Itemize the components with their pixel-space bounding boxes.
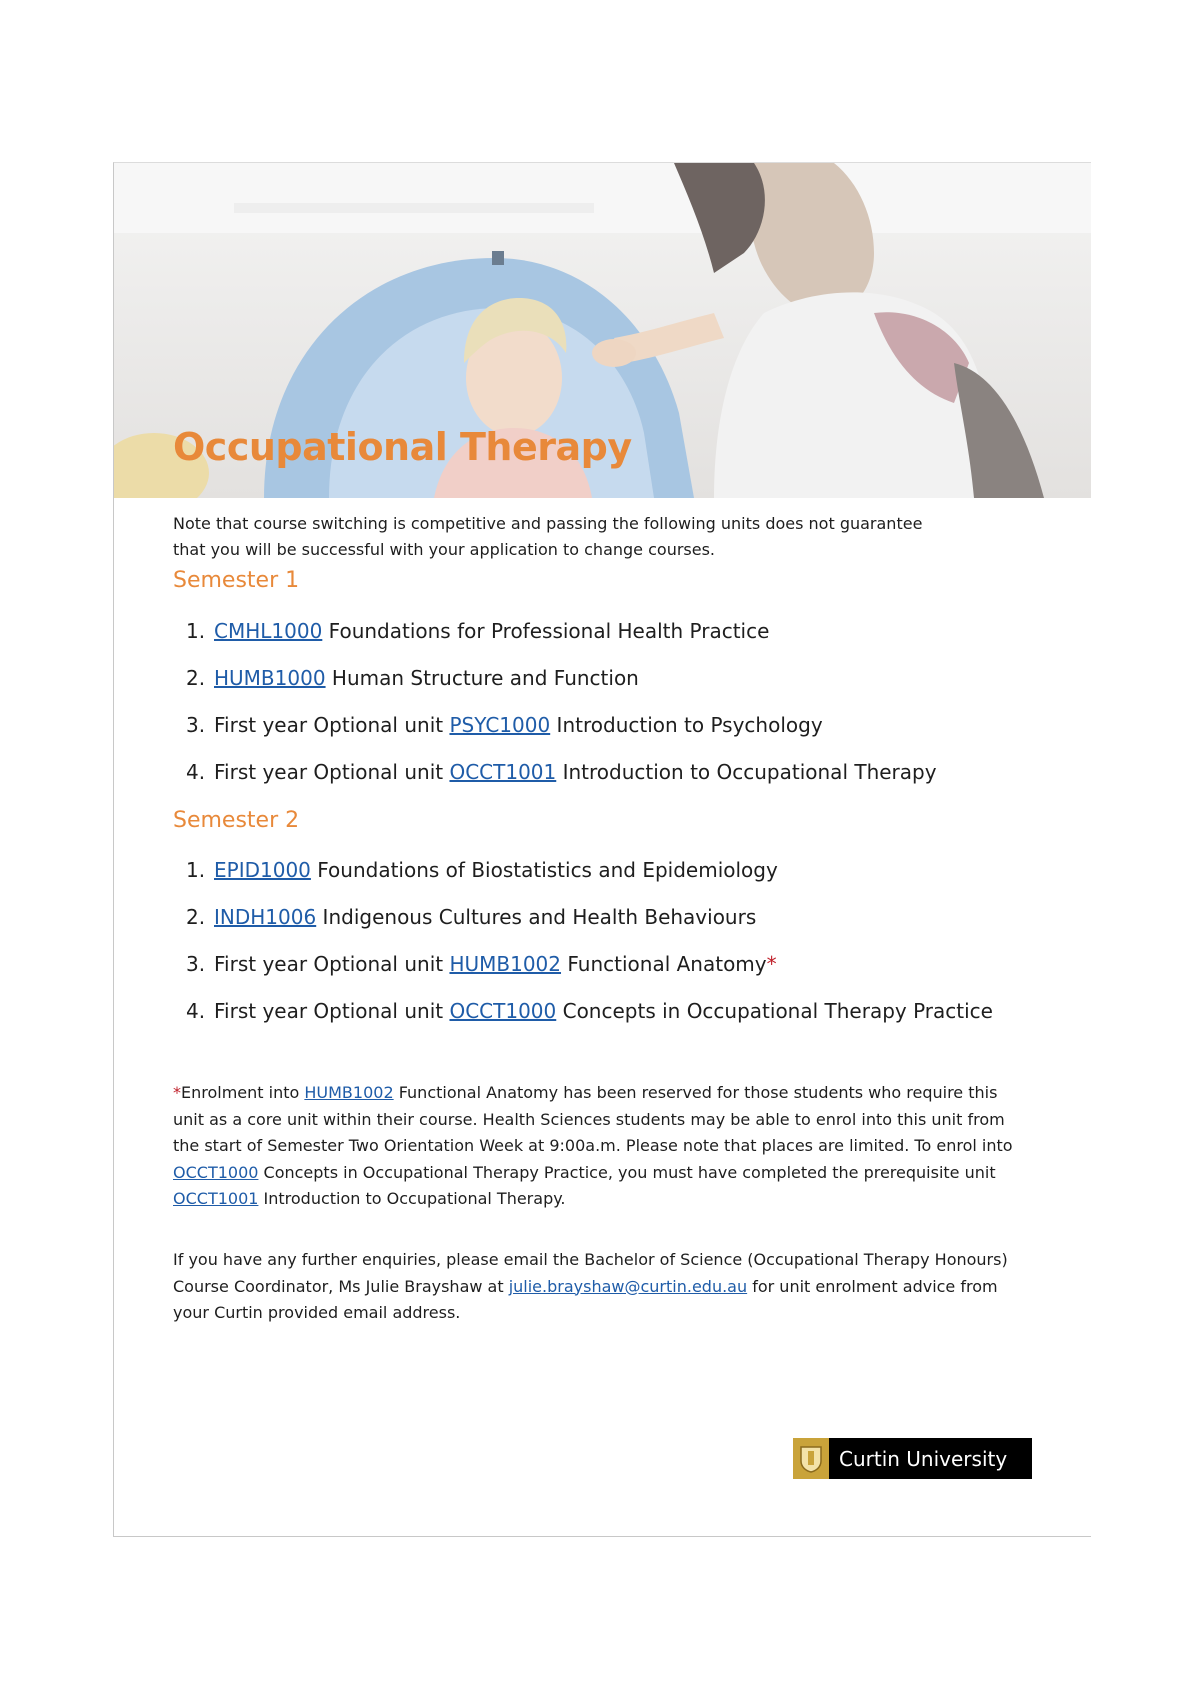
semester-2-heading: Semester 2	[173, 808, 300, 833]
semester-1-heading: Semester 1	[173, 568, 300, 593]
unit-link-occt1001[interactable]: OCCT1001	[449, 760, 557, 784]
intro-text: Note that course switching is competitive and passing the following units does not guarantee that you will be successful with your application to change courses.	[173, 514, 923, 559]
email-link[interactable]: julie.brayshaw@curtin.edu.au	[508, 1276, 748, 1296]
list-item: 3. First year Optional unit HUMB1002 Functional Anatomy*	[186, 952, 777, 976]
note-link-occt1000[interactable]: OCCT1000	[173, 1162, 259, 1182]
contact-paragraph: If you have any further enquiries, please email the Bachelor of Science (Occupational Therapy Honours) Course Coordinator, Ms Julie Brayshaw at julie.brayshaw@curtin.edu.au for unit enrolment advice from your Curtin provided email address.	[173, 1250, 1008, 1322]
unit-link-epid1000[interactable]: EPID1000	[214, 858, 311, 882]
unit-link-humb1000[interactable]: HUMB1000	[214, 666, 326, 690]
list-item: 3. First year Optional unit PSYC1000 Introduction to Psychology	[186, 713, 823, 737]
curtin-logo	[793, 1438, 1032, 1479]
asterisk-marker: *	[766, 952, 777, 976]
enrolment-note: *Enrolment into HUMB1002 Functional Anatomy has been reserved for those students who require this unit as a core unit within their course. Health Sciences students may be able to enrol into this unit from the start of Semester Two Orientation Week at 9:00a.m. Please note that places are limited. To enrol into OCCT1000 Concepts in Occupational Therapy Practice, you must have completed the prerequisite unit OCCT1001 Introduction to Occupational Therapy.	[173, 1083, 1013, 1208]
unit-link-psyc1000[interactable]: PSYC1000	[449, 713, 551, 737]
note-link-occt1001[interactable]: OCCT1001	[173, 1189, 259, 1208]
list-item: 1. EPID1000 Foundations of Biostatistics and Epidemiology	[186, 858, 778, 882]
unit-link-cmhl1000[interactable]: CMHL1000	[214, 619, 323, 643]
logo-text: Curtin University	[839, 1446, 1008, 1471]
semester-1-list	[186, 619, 937, 807]
unit-link-humb1002[interactable]: HUMB1002	[449, 952, 562, 976]
list-item: 4. First year Optional unit OCCT1001 Introduction to Occupational Therapy	[186, 760, 937, 784]
semester-2-list	[186, 858, 993, 1046]
list-item: 1. CMHL1000 Foundations for Professional Health Practice	[186, 619, 770, 643]
note-link-humb1002[interactable]: HUMB1002	[304, 1083, 394, 1102]
unit-link-indh1006[interactable]: INDH1006	[214, 905, 317, 929]
document-page	[113, 162, 1091, 1537]
list-item: 2. HUMB1000 Human Structure and Function	[186, 666, 639, 690]
page-title: Occupational Therapy	[173, 425, 632, 469]
hero-banner	[114, 163, 1091, 498]
list-item: 2. INDH1006 Indigenous Cultures and Health Behaviours	[186, 905, 757, 929]
unit-link-occt1000[interactable]: OCCT1000	[449, 999, 557, 1023]
curtin-shield-icon	[793, 1438, 829, 1479]
list-item: 4. First year Optional unit OCCT1000 Concepts in Occupational Therapy Practice	[186, 999, 993, 1023]
